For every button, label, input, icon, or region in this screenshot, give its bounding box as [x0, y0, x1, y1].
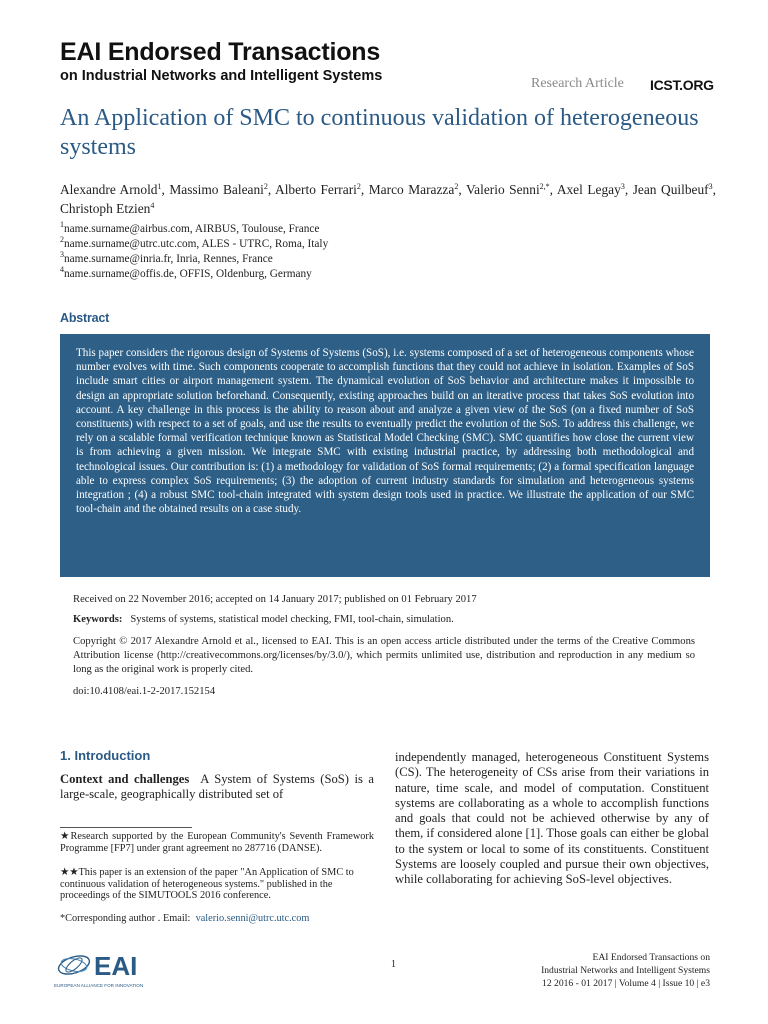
- journal-subtitle: on Industrial Networks and Intelligent Systems: [60, 68, 383, 84]
- author: Alexandre Arnold$^1$,: [60, 182, 170, 197]
- author: Marco Marazza$^2$,: [368, 182, 466, 197]
- eai-logo: [52, 947, 202, 992]
- section-heading: 1. Introduction: [60, 748, 151, 763]
- footnote-funding: ★Research supported by the European Community's Seventh Framework Programme [FP7] under grant agreement no 287716 (DANSE).: [60, 831, 374, 854]
- journal-title: EAI Endorsed Transactions: [60, 38, 381, 66]
- affiliation: $^2$name.surname@utrc.utc.com, ALES - UTRC, Roma, Italy: [60, 235, 329, 250]
- keywords: [73, 614, 703, 625]
- intro-paragraph-right: independently managed, heterogeneous Constituent Systems (CS). The heterogeneity of CSs arise from their variations in nature, time scale, and model of computation. Constituent systems are collaborating as a whole to accomplish functions and goals that could not be achieved otherwise by any of them, if considered alone [1]. Those goals can either be global to the system or local to some of its constituents. Constituent Systems are loosely coupled and pursue their own objectives, while collaborating for achieving SoS-level objectives.: [395, 750, 709, 887]
- received-dates: Received on 22 November 2016; accepted on 14 January 2017; published on 01 February 2017: [73, 594, 477, 605]
- author: Jean Quilbeuf$^3$,: [632, 182, 716, 197]
- intro-paragraph-left: Context and challenges A System of Systems (SoS) is a large-scale, geographically distributed set of: [60, 772, 374, 801]
- keywords-value: Systems of systems, statistical model checking, FMI, tool-chain, simulation.: [130, 614, 454, 625]
- run-in-heading: Context and challenges: [60, 772, 190, 786]
- author: Valerio Senni$^{2,*}$,: [465, 182, 557, 197]
- copyright-notice: Copyright © 2017 Alexandre Arnold et al., licensed to EAI. This is an open access article distributed under the terms of the Creative Commons Attribution license (http://creativecommons.org/licenses/by/3.0/), which permits unlimited use, distribution and reproduction in any medium so long as the original work is properly cited.: [73, 636, 695, 675]
- author: Alberto Ferrari$^2$,: [275, 182, 369, 197]
- keywords-label: Keywords:: [73, 614, 123, 625]
- corresponding-author: *Corresponding author . Email: valerio.senni@utrc.utc.com: [60, 913, 310, 924]
- page-number: 1: [391, 959, 396, 970]
- icst-logo: ICST.ORG: [650, 77, 714, 93]
- footnote-divider: [60, 827, 192, 828]
- affiliation: $^3$name.surname@inria.fr, Inria, Rennes, France: [60, 250, 273, 265]
- eai-logo-tagline: EUROPEAN ALLIANCE FOR INNOVATION: [54, 983, 144, 988]
- eai-swoosh-icon: [56, 952, 91, 977]
- abstract-text: This paper considers the rigorous design of Systems of Systems (SoS), i.e. systems composed of a set of heterogeneous components whose number evolves with time. Such components cooperate to accomplish functions that they could not achieve in isolation. Examples of SoS include smart cities or airport management system. The dynamical evolution of SoS behavior and architecture makes it impossible to design an appropriate solution beforehand. Consequently, existing approaches build on an iterative process that takes SoS evolution into account. A key challenge in this process is the ability to reason about and analyze a given view of the SoS (on a fixed number of SoS constituents) with respect to a set of goals, and use the results to eventually predict the evolution of the SoS. To address this challenge, we rely on a scalable formal verification technique known as Statistical Model Checking (SMC). SMC quantifies how close the current view is from achieving a given mission. We integrate SMC with existing industrial practice, by addressing both methodological and technological issues. Our contribution is: (1) a methodology for validation of SoS formal requirements; (2) a formal specification language able to express complex SoS requirements; (3) the adoption of current industry standards for simulation and heterogeneous systems integration ; (4) a robust SMC tool-chain integrated with system design tools used in practice. We illustrate the application of our SMC tool-chain and the obtained results on a case study.: [76, 347, 694, 516]
- author: Massimo Baleani$^2$,: [169, 182, 276, 197]
- author: Axel Legay$^3$,: [556, 182, 633, 197]
- eai-logo-text: EAI: [94, 951, 138, 981]
- abstract-box: [60, 334, 710, 577]
- author-list: [60, 180, 716, 218]
- affiliation: $^1$name.surname@airbus.com, AIRBUS, Toulouse, France: [60, 220, 320, 235]
- footnote-extension: ★★This paper is an extension of the paper "An Application of SMC to continuous validation of heterogeneous systems." published in the proceedings of the SIMUTOOLS 2016 conference.: [60, 867, 354, 902]
- affiliation-list: [60, 222, 328, 282]
- corresponding-email-link[interactable]: valerio.senni@utrc.utc.com: [195, 913, 310, 924]
- doi: doi:10.4108/eai.1-2-2017.152154: [73, 686, 216, 697]
- abstract-heading: Abstract: [60, 311, 110, 325]
- article-type-label: Research Article: [531, 76, 624, 91]
- footer-journal-info: EAI Endorsed Transactions on Industrial Networks and Intelligent Systems 12 2016 - 01 2017 | Volume 4 | Issue 10 | e3: [541, 952, 710, 989]
- paper-title: An Application of SMC to continuous validation of heterogeneous systems: [60, 105, 699, 160]
- author: Christoph Etzien$^4$: [60, 201, 155, 216]
- affiliation: $^4$name.surname@offis.de, OFFIS, Oldenburg, Germany: [60, 265, 312, 280]
